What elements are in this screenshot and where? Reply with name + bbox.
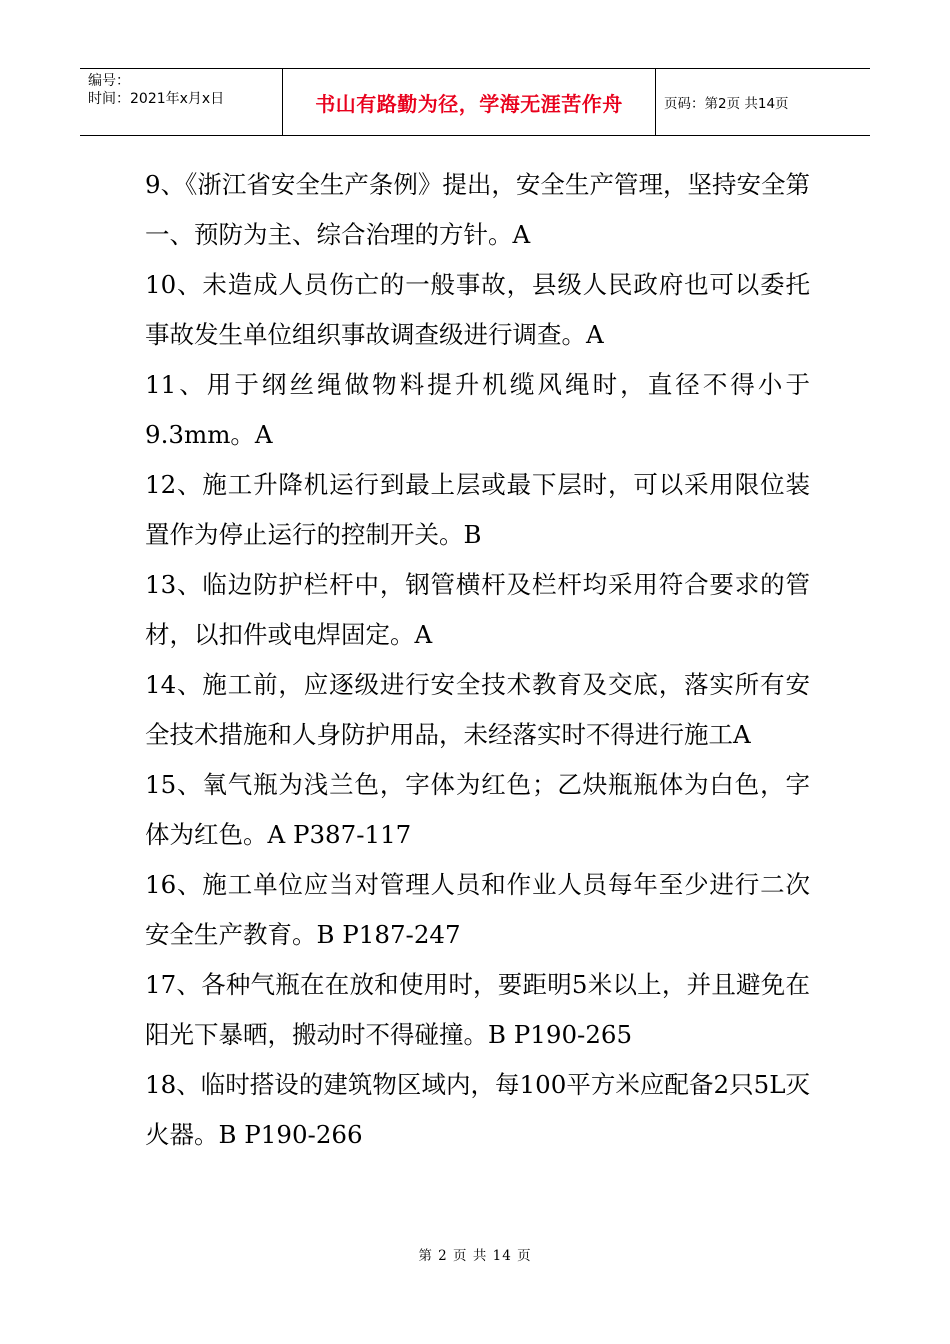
question-list xyxy=(145,160,810,1160)
question-item: 15、氧气瓶为浅兰色，字体为红色；乙炔瓶瓶体为白色，字体为红色。A P387-117 xyxy=(145,770,810,849)
header-motto: 书山有路勤为径，学海无涯苦作舟 xyxy=(282,69,656,135)
time-label: 时间：2021年x月x日 xyxy=(88,91,225,107)
header-page-info: 页码：第2页 共14页 xyxy=(664,96,789,112)
serial-label: 编号： xyxy=(88,73,130,89)
question-item: 9、《浙江省安全生产条例》提出，安全生产管理，坚持安全第一、预防为主、综合治理的方针。A xyxy=(145,170,810,249)
question-item: 10、未造成人员伤亡的一般事故，县级人民政府也可以委托事故发生单位组织事故调查级进行调查。A xyxy=(145,270,810,349)
page-header xyxy=(80,68,870,136)
question-item: 13、临边防护栏杆中，钢管横杆及栏杆均采用符合要求的管材，以扣件或电焊固定。A xyxy=(145,570,810,649)
question-item: 14、施工前，应逐级进行安全技术教育及交底，落实所有安全技术措施和人身防护用品，未经落实时不得进行施工A xyxy=(145,670,810,749)
question-item: 17、各种气瓶在在放和使用时，要距明5米以上，并且避免在阳光下暴晒，搬动时不得碰撞。B P190-265 xyxy=(145,970,810,1049)
header-meta xyxy=(80,69,282,135)
question-item: 16、施工单位应当对管理人员和作业人员每年至少进行二次安全生产教育。B P187-247 xyxy=(145,870,810,949)
question-item: 11、用于纲丝绳做物料提升机缆风绳时，直径不得小于9.3mm。A xyxy=(145,370,810,449)
page-footer: 第 2 页 共 14 页 xyxy=(418,1248,532,1264)
question-item: 12、施工升降机运行到最上层或最下层时，可以采用限位装置作为停止运行的控制开关。B xyxy=(145,470,810,549)
question-item: 18、临时搭设的建筑物区域内，每100平方米应配备2只5L灭火器。B P190-266 xyxy=(145,1070,810,1149)
